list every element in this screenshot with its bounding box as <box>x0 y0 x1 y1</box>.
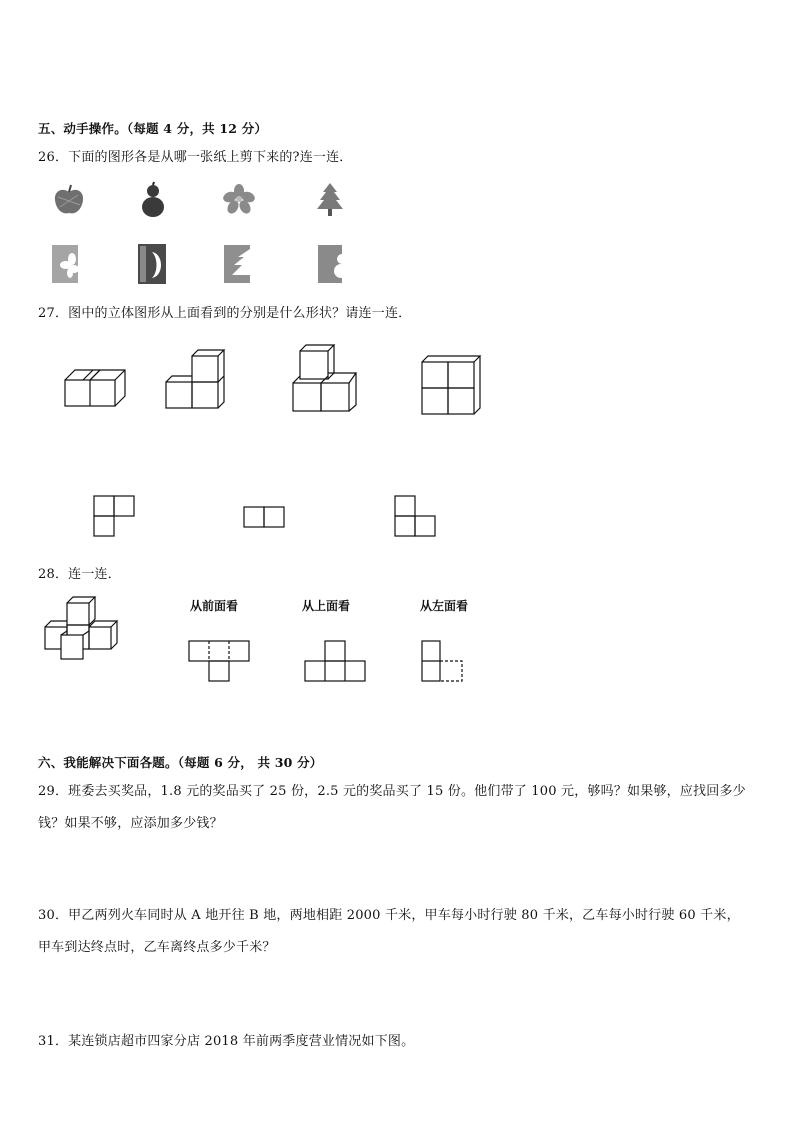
view-shape-front <box>188 640 252 684</box>
solid-figure-q28 <box>43 597 125 663</box>
solid-figure-2 <box>165 350 227 412</box>
question-30-line-1: 30．甲乙两列火车同时从 A 地开往 B 地，两地相距 2000 千米，甲车每小时行驶 80 千米，乙车每小时行驶 60 千米， <box>38 908 740 923</box>
question-30-line-2: 甲车到达终点时，乙车离终点多少千米？ <box>38 940 276 955</box>
apple-shape-icon <box>52 183 86 217</box>
view-label-top: 从上面看 <box>302 599 351 613</box>
solid-figure-4 <box>421 356 483 418</box>
question-28: 28．连一连． <box>38 567 121 582</box>
view-label-front: 从前面看 <box>190 599 239 613</box>
view-label-left: 从左面看 <box>420 599 469 613</box>
top-view-option-2 <box>243 506 287 528</box>
section-6-heading: 六、我能解决下面各题。（每题 6 分， 共 30 分） <box>38 755 323 770</box>
top-view-option-1 <box>93 495 137 539</box>
view-shape-top <box>304 640 368 684</box>
paper-gourd-hole-icon <box>318 245 346 285</box>
question-27: 27．图中的立体图形从上面看到的分别是什么形状？请连一连． <box>38 306 412 321</box>
paper-flower-hole-icon <box>52 245 82 285</box>
question-26: 26．下面的图形各是从哪一张纸上剪下来的?连一连． <box>38 150 353 165</box>
paper-tree-hole-icon <box>224 245 252 285</box>
question-29-line-2: 钱？如果不够，应添加多少钱？ <box>38 816 223 831</box>
flower-shape-icon <box>223 184 255 214</box>
view-shape-left <box>421 640 465 684</box>
tree-shape-icon <box>315 183 345 217</box>
solid-figure-1 <box>64 366 128 410</box>
question-29-line-1: 29．班委去买奖品，1.8 元的奖品买了 25 份，2.5 元的奖品买了 15 份。他们带了 100 元，够吗？如果够，应找回多少 <box>38 784 746 799</box>
section-5-heading: 五、动手操作。（每题 4 分，共 12 分） <box>38 121 268 136</box>
gourd-shape-icon <box>140 182 166 218</box>
top-view-option-3 <box>394 495 438 539</box>
question-31: 31．某连锁店超市四家分店 2018 年前两季度营业情况如下图。 <box>38 1034 415 1049</box>
paper-moon-hole-icon <box>138 244 168 286</box>
solid-figure-3 <box>292 343 362 415</box>
